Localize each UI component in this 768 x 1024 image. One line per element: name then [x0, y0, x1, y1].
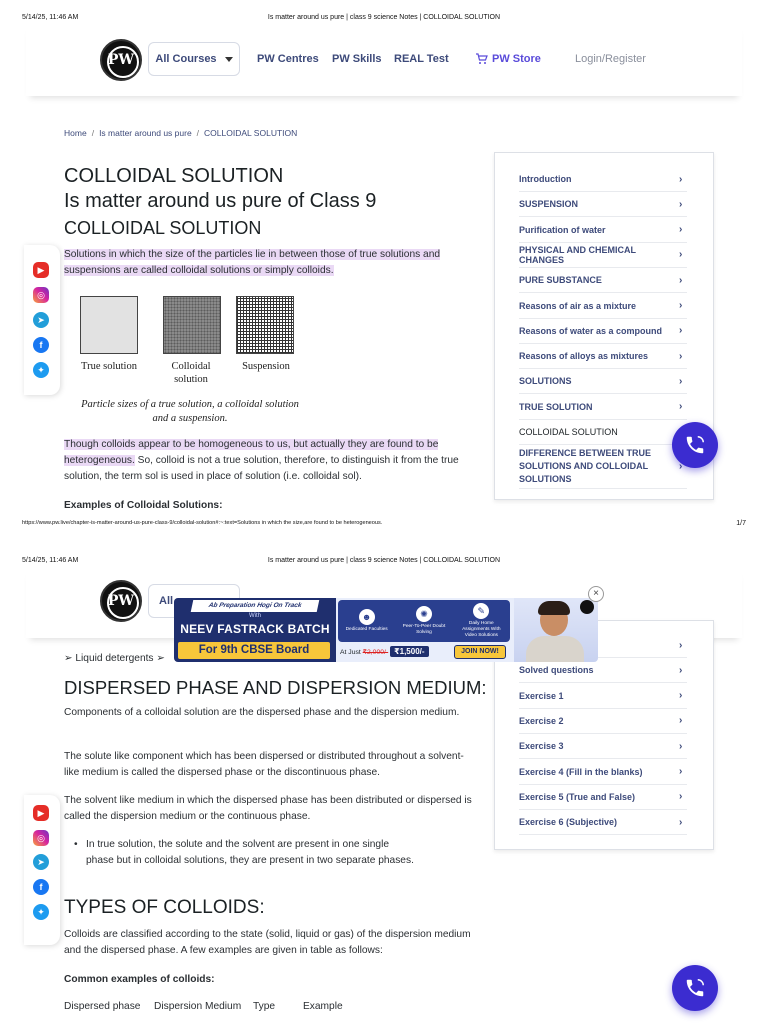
chevron-right-icon: › [679, 690, 683, 702]
chevron-right-icon: › [679, 350, 683, 362]
pw-logo-2[interactable]: PW [100, 580, 142, 622]
nav-pw-centres[interactable]: PW Centres [257, 53, 319, 65]
social-share-bar-2 [24, 795, 60, 945]
chevron-right-icon: › [679, 740, 683, 752]
particle-size-figure [70, 292, 310, 432]
toc-item[interactable] [519, 319, 687, 344]
toc-item-label: Purification of water [519, 224, 606, 235]
toc-item-label: PHYSICAL AND CHEMICAL CHANGES [519, 244, 636, 265]
toc-item[interactable] [519, 810, 687, 835]
facebook-icon[interactable]: f [33, 337, 49, 353]
banner-with: With [249, 613, 261, 619]
toc-item[interactable] [519, 243, 687, 268]
toc-item[interactable] [519, 785, 687, 810]
banner-board: For 9th CBSE Board [178, 642, 330, 659]
colloid-definition: Solutions in which the size of the particles lie in between those of true solutions and suspensions are called colloidal solutions or simply colloids. [64, 249, 441, 276]
banner-title: NEEV FASTRACK BATCH [180, 622, 330, 636]
breadcrumb-home[interactable]: Home [64, 128, 87, 138]
toc-item-label: Exercise 4 (Fill in the blanks) [519, 766, 643, 777]
nav-real-test[interactable]: REAL Test [394, 53, 449, 65]
figure-label-colloidal: Colloidal solution [171, 361, 211, 385]
chevron-right-icon: › [679, 224, 683, 236]
nav-pw-store[interactable] [475, 53, 541, 65]
breadcrumb: Home / Is matter around us pure / COLLOIDAL SOLUTION [64, 128, 298, 138]
liquid-detergents-line: ➢ Liquid detergents ➢ [64, 653, 165, 664]
facebook-icon[interactable]: f [33, 879, 49, 895]
toc-item[interactable] [519, 684, 687, 709]
faculty-icon: ☻ [359, 609, 375, 625]
cart-icon [475, 53, 488, 65]
suspension-box [236, 296, 294, 354]
toc-item-label: PURE SUBSTANCE [519, 275, 602, 286]
banner-pw-logo [580, 600, 594, 614]
chevron-right-icon: › [679, 816, 683, 828]
figure-label-suspension: Suspension [242, 361, 290, 372]
close-banner-icon[interactable]: × [588, 586, 604, 602]
chevron-right-icon: › [679, 300, 683, 311]
figure-label-true: True solution [81, 361, 137, 372]
heading-types-of-colloids: TYPES OF COLLOIDS: [64, 897, 265, 918]
chevron-right-icon: › [679, 198, 683, 210]
dispersion-medium-paragraph: The solvent like medium in which the dispersed phase has been distributed or dispersed is called the dispersion medium or the continuous phase. [64, 795, 472, 822]
figure-caption: Particle sizes of a true solution, a colloidal solution and a suspension. [81, 399, 299, 424]
phase-bullet-list [86, 837, 416, 869]
toc-item-label: Solved questions [519, 665, 594, 676]
toc-item-label: Introduction [519, 174, 572, 184]
all-courses-label-2: All [159, 595, 174, 607]
page-subtitle: Is matter around us pure of Class 9 [64, 190, 377, 212]
toc-item-label: Reasons of water as a compound [519, 325, 663, 336]
join-now-button[interactable]: JOIN NOW! [454, 645, 506, 659]
breadcrumb-chapter[interactable]: Is matter around us pure [99, 128, 192, 138]
instagram-icon[interactable]: ◎ [33, 287, 49, 303]
toc-item-label: Reasons of air as a mixture [519, 300, 637, 311]
youtube-icon[interactable]: ▶ [33, 262, 49, 278]
call-button-2[interactable] [672, 965, 718, 1011]
toc-item[interactable] [519, 658, 687, 683]
print-datetime-2: 5/14/25, 11:46 AM [22, 557, 79, 564]
print-doc-title-2: Is matter around us pure | class 9 science Notes | COLLOIDAL SOLUTION [267, 557, 501, 564]
toc-item-label: DIFFERENCE BETWEEN TRUE SOLUTIONS AND COLLOIDAL SOLUTIONS [519, 448, 652, 485]
chevron-right-icon: › [679, 325, 683, 337]
toc-item[interactable] [519, 420, 687, 445]
toc-item-label: SUSPENSION [519, 199, 579, 210]
section-heading-colloidal: COLLOIDAL SOLUTION [64, 218, 262, 238]
chevron-right-icon: › [679, 664, 683, 676]
toc-item[interactable] [519, 167, 687, 192]
toc-item-label: COLLOIDAL SOLUTION [519, 427, 618, 437]
print-page-count: 1/7 [736, 520, 746, 527]
examples-heading: Examples of Colloidal Solutions: [64, 500, 223, 511]
chevron-right-icon: › [679, 173, 683, 185]
old-price: ₹2,000/- [362, 649, 389, 656]
call-button[interactable] [672, 422, 718, 468]
chevron-right-icon: › [679, 791, 683, 803]
feature-faculties: ☻ Dedicated Faculties [342, 609, 392, 633]
pw-logo[interactable]: PW [100, 39, 142, 81]
phone-icon [684, 434, 706, 456]
toc-item[interactable] [519, 445, 687, 489]
toc-item-label: SOLUTIONS [519, 376, 572, 387]
chevron-right-icon: › [679, 375, 683, 387]
print-url: https://www.pw.live/chapter-is-matter-around-us-pure-class-9/colloidal-solution#:~:text=Solutions in which the size,are found to be heterogeneous. [22, 520, 383, 526]
print-doc-title: Is matter around us pure | class 9 science Notes | COLLOIDAL SOLUTION [267, 14, 501, 21]
assignment-icon: ✎ [473, 603, 489, 619]
toc-item[interactable] [519, 218, 687, 243]
toc-item-label: Exercise 2 [519, 715, 564, 726]
telegram-icon[interactable]: ➤ [33, 312, 49, 328]
login-register-link[interactable]: Login/Register [575, 53, 646, 65]
bulb-icon: ✺ [416, 606, 432, 622]
toc-item-label: Exercise 1 [519, 690, 564, 701]
all-courses-label: All Courses [155, 53, 217, 65]
new-price: ₹1,500/- [390, 646, 428, 657]
banner-features [338, 600, 510, 642]
toc-item-label: Exercise 3 [519, 741, 564, 752]
banner-tagline: Ab Preparation Hogi On Track [191, 600, 320, 612]
instagram-icon[interactable]: ◎ [33, 830, 49, 846]
store-label: PW Store [492, 53, 541, 65]
nav-pw-skills[interactable]: PW Skills [332, 53, 382, 65]
toc-item[interactable] [519, 294, 687, 319]
page-title: COLLOIDAL SOLUTION [64, 165, 284, 187]
toc-item-label: Exercise 5 (True and False) [519, 791, 636, 802]
chevron-right-icon: › [679, 401, 683, 413]
heterogeneous-paragraph: Though colloids appear to be homogeneous to us, but actually they are found to be heterogeneous. So, colloid is not a true solution, therefore, to distinguish it from the true solution, the term sol is used in place of solution (i.e. colloidal sol). [64, 439, 459, 482]
caret-down-icon [225, 57, 233, 62]
print-datetime: 5/14/25, 11:46 AM [22, 14, 79, 21]
components-paragraph: Components of a colloidal solution are the dispersed phase and the dispersion medium. [64, 707, 460, 718]
toc-item[interactable] [519, 369, 687, 394]
true-solution-box [80, 296, 138, 354]
colloidal-solution-box [163, 296, 221, 354]
toc-item[interactable] [519, 192, 687, 217]
toc-item[interactable] [519, 760, 687, 785]
toc-item[interactable] [519, 344, 687, 369]
col-dispersed-phase: Dispersed phase [64, 1001, 141, 1012]
toc-item[interactable] [519, 709, 687, 734]
chevron-right-icon: › [679, 639, 683, 651]
col-type: Type [253, 1001, 276, 1012]
social-share-bar [24, 245, 60, 395]
all-courses-dropdown[interactable] [148, 42, 240, 76]
chevron-right-icon: › [679, 274, 683, 286]
dispersed-phase-paragraph: The solute like component which has been dispersed or distributed throughout a solvent-like medium is called the dispersed phase or the discontinuous phase. [64, 751, 464, 778]
common-examples-heading: Common examples of colloids: [64, 974, 215, 985]
telegram-icon[interactable]: ➤ [33, 854, 49, 870]
twitter-icon[interactable]: ✦ [33, 904, 49, 920]
chevron-right-icon: › [679, 461, 683, 473]
toc-item[interactable] [519, 395, 687, 420]
list-item: • In true solution, the solute and the solvent are present in one single phase but in colloidal solutions, they are present in two separate phases. [86, 837, 416, 869]
banner-price: At Just ₹2,000/- ₹1,500/- [340, 647, 429, 656]
col-example: Example [303, 1001, 343, 1012]
breadcrumb-current: COLLOIDAL SOLUTION [204, 128, 298, 138]
types-paragraph: Colloids are classified according to the state (solid, liquid or gas) of the dispersion medium and the dispersed phase. A few examples are given in table as follows: [64, 929, 471, 956]
toc-item[interactable] [519, 268, 687, 293]
toc-item-label: Reasons of alloys as mixtures [519, 351, 649, 362]
col-dispersion-medium: Dispersion Medium [154, 1001, 242, 1012]
chevron-right-icon: › [679, 249, 683, 261]
feature-doubt-solving: ✺ Peer-To-Peer Doubt Solving [399, 606, 449, 636]
phone-icon [684, 977, 706, 999]
toc-item[interactable] [519, 734, 687, 759]
twitter-icon[interactable]: ✦ [33, 362, 49, 378]
youtube-icon[interactable]: ▶ [33, 805, 49, 821]
feature-assignments: ✎ Daily Home Assignments With Video Solutions [456, 603, 506, 639]
toc-item-label: Exercise 6 (Subjective) [519, 817, 618, 828]
toc-item-label: TRUE SOLUTION [519, 401, 593, 412]
chevron-right-icon: › [679, 766, 683, 777]
site-header [26, 22, 742, 96]
chevron-right-icon: › [679, 715, 683, 727]
heading-dispersed-phase: DISPERSED PHASE AND DISPERSION MEDIUM: [64, 677, 487, 698]
